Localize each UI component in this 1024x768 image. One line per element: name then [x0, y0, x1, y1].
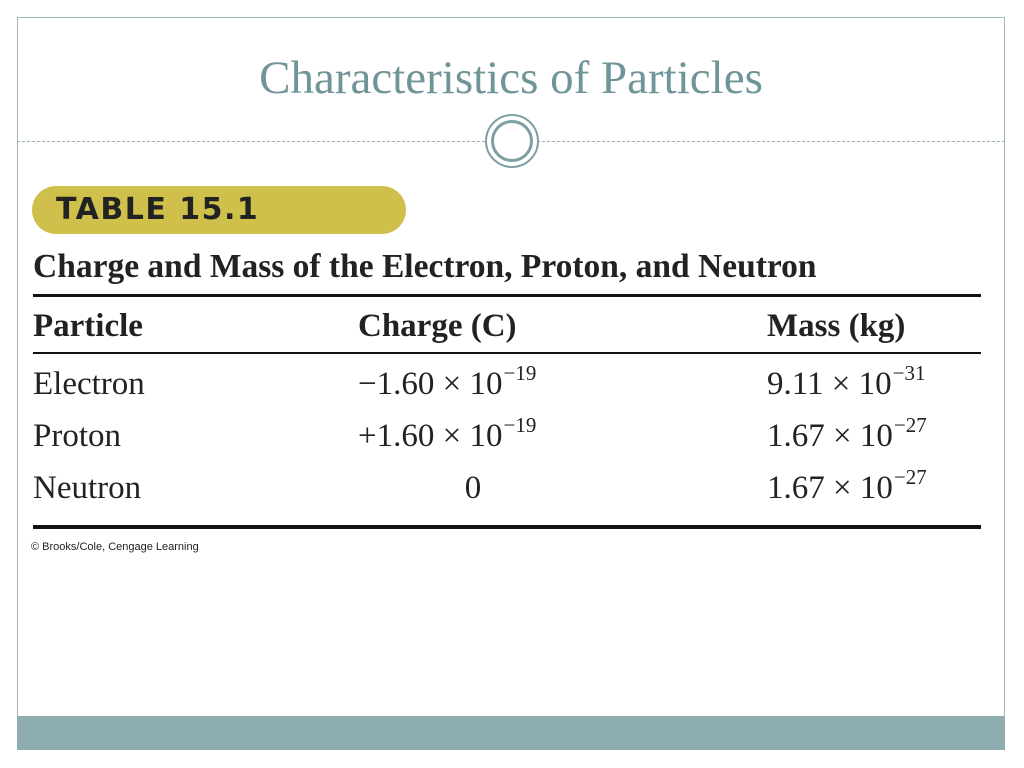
table-caption: Charge and Mass of the Electron, Proton, and Neutron [33, 248, 817, 285]
table-number-label: TABLE 15.1 [56, 192, 260, 227]
table-cell-charge: 0 [464, 470, 482, 506]
table-cell-particle: Neutron [33, 470, 142, 506]
table-top-rule [33, 294, 981, 297]
table-cell-charge [358, 413, 537, 459]
table-cell-mass [767, 361, 926, 407]
footer-band [17, 716, 1005, 750]
column-header-charge: Charge (C) [358, 308, 517, 344]
table-cell-mass [767, 413, 927, 459]
charge-mantissa: −1.60 × 10 [358, 366, 503, 402]
copyright-credit: © Brooks/Cole, Cengage Learning [31, 541, 199, 553]
slide-title: Characteristics of Particles [259, 52, 763, 104]
column-header-mass: Mass (kg) [767, 308, 906, 344]
table-cell-mass [767, 465, 927, 511]
table-cell-charge [358, 361, 537, 407]
charge-exponent: −19 [503, 413, 537, 437]
table-cell-particle: Proton [33, 418, 122, 454]
charge-exponent: −19 [503, 361, 537, 385]
table-cell-particle: Electron [33, 366, 145, 402]
mass-mantissa: 1.67 × 10 [767, 470, 893, 506]
table-number-badge [32, 186, 406, 234]
circle-ornament-icon [485, 114, 539, 168]
mass-exponent: −31 [892, 361, 926, 385]
charge-mantissa: +1.60 × 10 [358, 418, 503, 454]
mass-mantissa: 1.67 × 10 [767, 418, 893, 454]
table-header-rule [33, 352, 981, 354]
mass-exponent: −27 [893, 465, 927, 489]
column-header-particle: Particle [33, 308, 143, 344]
table-bottom-rule [33, 525, 981, 529]
mass-exponent: −27 [893, 413, 927, 437]
mass-mantissa: 9.11 × 10 [767, 366, 892, 402]
